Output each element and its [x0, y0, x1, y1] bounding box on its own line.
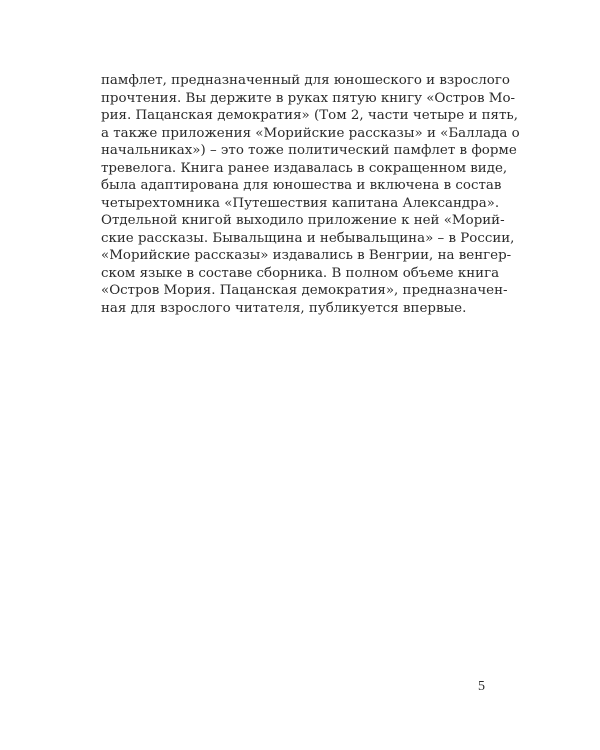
text-line: тревелога. Книга ранее издавалась в сокращенном виде,	[101, 160, 508, 176]
body-paragraph	[101, 72, 520, 317]
text-line: «Морийские рассказы» издавались в Венгрии, на венгер-	[101, 248, 512, 263]
text-line: Отдельной книгой выходило приложение к ней «Морий-	[101, 213, 505, 228]
text-line: памфлет, предназначенный для юношеского и взрослого	[101, 73, 510, 88]
text-line: ском языке в составе сборника. В полном объеме книга	[101, 265, 500, 281]
text-line: прочтения. Вы держите в руках пятую книгу «Остров Мо-	[101, 90, 516, 106]
text-line: «Остров Мория. Пацанская демократия», предназначен-	[101, 283, 508, 298]
text-line: а также приложения «Морийские рассказы» и «Баллада о	[101, 125, 520, 141]
text-line: четырехтомника «Путешествия капитана Александра».	[101, 195, 500, 211]
text-line: начальниках») – это тоже политический памфлет в форме	[101, 143, 517, 158]
text-line: ная для взрослого читателя, публикуется впервые.	[101, 300, 467, 316]
text-line: ские рассказы. Бывальщина и небывальщина» – в России,	[101, 230, 515, 246]
page-number: 5	[478, 679, 485, 694]
text-line: рия. Пацанская демократия» (Том 2, части четыре и пять,	[101, 108, 518, 123]
text-line: была адаптирована для юношества и включена в состав	[101, 178, 502, 193]
